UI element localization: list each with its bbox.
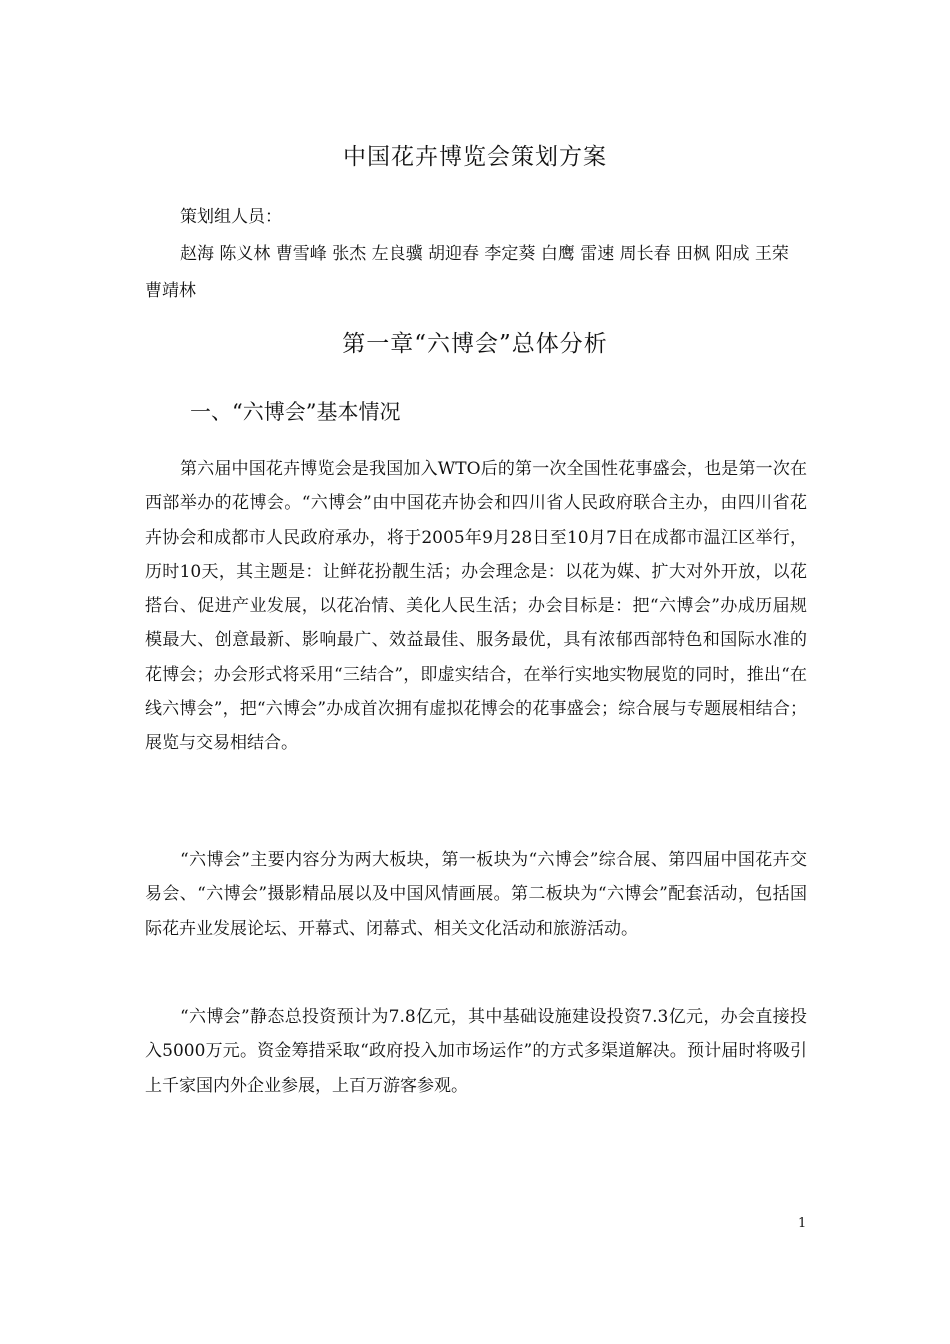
planners-label: 策划组人员：: [180, 207, 282, 227]
section-heading: 一、“六博会”基本情况: [190, 400, 401, 424]
planners-list: 赵海 陈义林 曹雪峰 张杰 左良骥 胡迎春 李定葵 白鹰 雷速 周长春 田枫 阳成 王荣 曹靖林: [145, 244, 789, 301]
chapter-heading: 第一章“六博会”总体分析: [342, 331, 608, 357]
paragraph-investment: “六博会”静态总投资预计为7.8亿元，其中基础设施建设投资7.3亿元，办会直接投入5000万元。资金筹措采取“政府投入加市场运作”的方式多渠道解决。预计届时将吸引上千家国内外企业参展，上百万游客参观。: [145, 1007, 807, 1096]
document-title: 中国花卉博览会策划方案: [343, 144, 607, 170]
page-number: 1: [798, 1216, 807, 1231]
paragraph-overview: 第六届中国花卉博览会是我国加入WTO后的第一次全国性花事盛会，也是第一次在西部举办的花博会。“六博会”由中国花卉协会和四川省人民政府联合主办，由四川省花卉协会和成都市人民政府承办，将于2005年9月28日至10月7日在成都市温江区举行，历时10天，其主题是：让鲜花扮靓生活；办会理念是：以花为媒、扩大对外开放，以花搭台、促进产业发展，以花冶情、美化人民生活；办会目标是：把“六博会”办成历届规模最大、创意最新、影响最广、效益最佳、服务最优，具有浓郁西部特色和国际水准的花博会；办会形式将采用“三结合”，即虚实结合，在举行实地实物展览的同时，推出“在线六博会”，把“六博会”办成首次拥有虚拟花博会的花事盛会；综合展与专题展相结合；展览与交易相结合。: [145, 459, 807, 754]
paragraph-content: “六博会”主要内容分为两大板块，第一板块为“六博会”综合展、第四届中国花卉交易会、“六博会”摄影精品展以及中国风情画展。第二板块为“六博会”配套活动，包括国际花卉业发展论坛、开幕式、闭幕式、相关文化活动和旅游活动。: [145, 850, 807, 939]
